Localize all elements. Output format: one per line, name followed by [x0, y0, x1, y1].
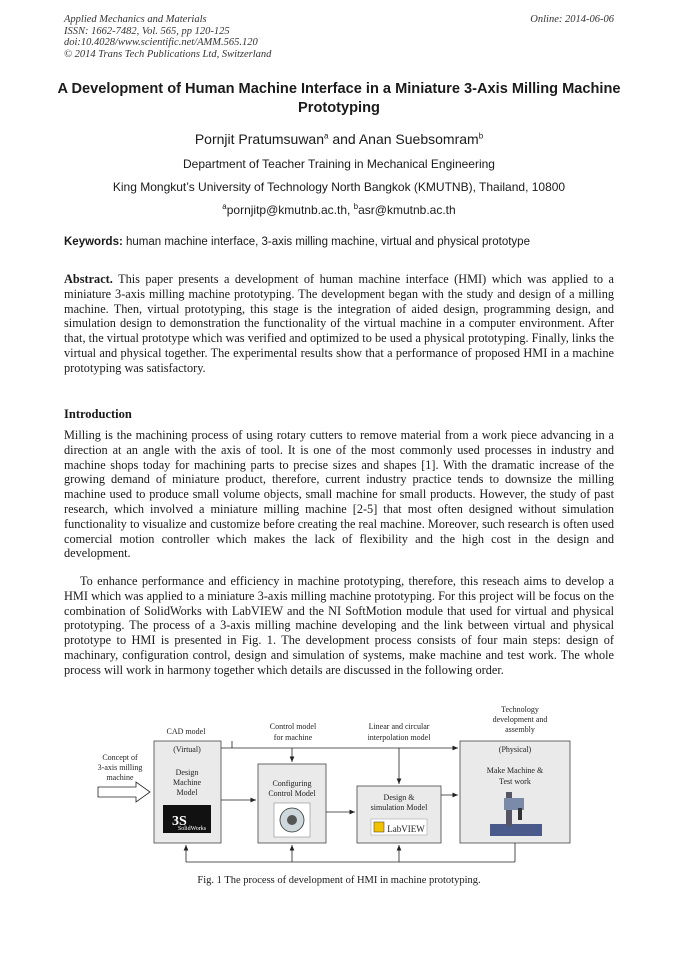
concept-2: 3-axis milling	[97, 763, 143, 772]
emails: $^a$pornjitp@kmutnb.ac.th, $^b$asr@kmutnb.ac.th	[222, 202, 456, 217]
tech-label-3: assembly	[505, 725, 535, 734]
copyright: © 2014 Trans Tech Publications Ltd, Switzerland	[64, 48, 272, 60]
paper-title: A Development of Human Machine Interface in a Miniature 3-Axis Milling Machine Prototyping	[57, 81, 621, 116]
figure-caption: Fig. 1 The process of development of HMI in machine prototyping.	[197, 875, 481, 886]
design-3: Model	[176, 788, 198, 797]
concept-3: machine	[106, 773, 134, 782]
virtual-label: (Virtual)	[173, 745, 201, 754]
cad-label: CAD model	[166, 727, 206, 736]
authors: Pornjit Pratumsuwan$^a$ and Anan Suebsomram$^b$	[194, 131, 484, 147]
doi: doi:10.4028/www.scientific.net/AMM.565.120	[64, 37, 258, 48]
interp-label-2: interpolation model	[367, 733, 431, 742]
design-2: Machine	[173, 778, 201, 787]
make-2: Test work	[499, 777, 531, 786]
control-label-2: for machine	[273, 733, 313, 742]
tech-label-2: development and	[492, 715, 548, 724]
department: Department of Teacher Training in Mechanical Engineering	[183, 157, 495, 171]
interp-label-1: Linear and circular	[368, 722, 430, 731]
motor-hub-icon	[287, 815, 297, 825]
university: King Mongkut’s University of Technology North Bangkok (KMUTNB), Thailand, 10800	[112, 180, 566, 194]
issn: ISSN: 1662-7482, Vol. 565, pp 120-125	[64, 25, 230, 37]
sim-2: simulation Model	[370, 803, 428, 812]
make-1: Make Machine &	[486, 766, 544, 775]
config-1: Configuring	[272, 779, 312, 788]
ds-mark-icon: 3S	[172, 814, 187, 829]
abstract: Abstract. This paper presents a development of human machine interface (HMI) which was applied to a miniature 3-axis milling machine prototyping. The development began with the study and design of a milling machine. Then, virtual prototyping, this stage is the integration of aided design, programming design, and simulation design to demonstration the functionality of the virtual machine in a computer environment. After that, the virtual prototype which was verified and optimized to be used a physical prototyping. Finally, links the virtual and physical together. The experimental results show that a performance of proposed HMI in a machine prototyping was satisfactory.	[64, 272, 614, 375]
solidworks-logo-text: SolidWorks	[177, 826, 207, 832]
online-date: Online: 2014-06-06	[530, 14, 614, 25]
journal-header	[64, 14, 271, 60]
tech-label-1: Technology	[501, 705, 539, 714]
keywords: Keywords: human machine interface, 3-axis milling machine, virtual and physical prototype	[64, 236, 530, 248]
design-1: Design	[175, 768, 199, 777]
intro-paragraph-1: Milling is the machining process of using rotary cutters to remove material from a work piece advancing in a direction at an angle with the axis of tool. It is one of the most commonly used processes in industry and machine shops today for machining parts to precise sizes and shapes [1]. With the dramatic increase of the growing demand of miniature product, therefore, current industry practice tends to downsize the milling machine used to produce small volume objects, small machine for small products. However, the study of past research, which involved a miniature milling machine [2-5] that most often designed without simulation functionality to visualize and customize before creating the real machine. Moreover, such research is often used comercial motion controller which makes the lack of flexibility and the high cost in the design and development.	[64, 428, 614, 561]
config-2: Control Model	[268, 789, 316, 798]
intro-paragraph-2: To enhance performance and efficiency in machine prototyping, therefore, this reseach aims to develop a HMI which was applied to a miniature 3-axis milling machine prototyping. For this project will be focus on the combination of SolidWorks with LabVIEW and the NI SoftMotion module that used for virtual and physical prototyping. The process of a 3-axis milling machine developing and the link between virtual and physical prototype to HMI is presented in Fig. 1. The development process consists of four main steps: design of machinary, configuration control, design and simulation of systems, make machine and test work. The whole process will work in harmony together which details are discussed in the following order.	[64, 574, 614, 677]
physical-label: (Physical)	[498, 745, 532, 754]
process-diagram	[0, 700, 678, 900]
journal-name: Applied Mechanics and Materials	[64, 14, 207, 25]
concept-arrow	[98, 782, 150, 802]
intro-heading: Introduction	[64, 407, 132, 421]
labview-mark-icon	[374, 822, 384, 832]
author-2: Anan Suebsomram	[358, 131, 479, 147]
labview-logo-text: LabVIEW	[387, 824, 425, 834]
concept-1: Concept of	[102, 753, 138, 762]
sim-1: Design &	[383, 793, 415, 802]
control-label-1: Control model	[269, 722, 317, 731]
author-1: Pornjit Pratumsuwan	[194, 131, 325, 147]
